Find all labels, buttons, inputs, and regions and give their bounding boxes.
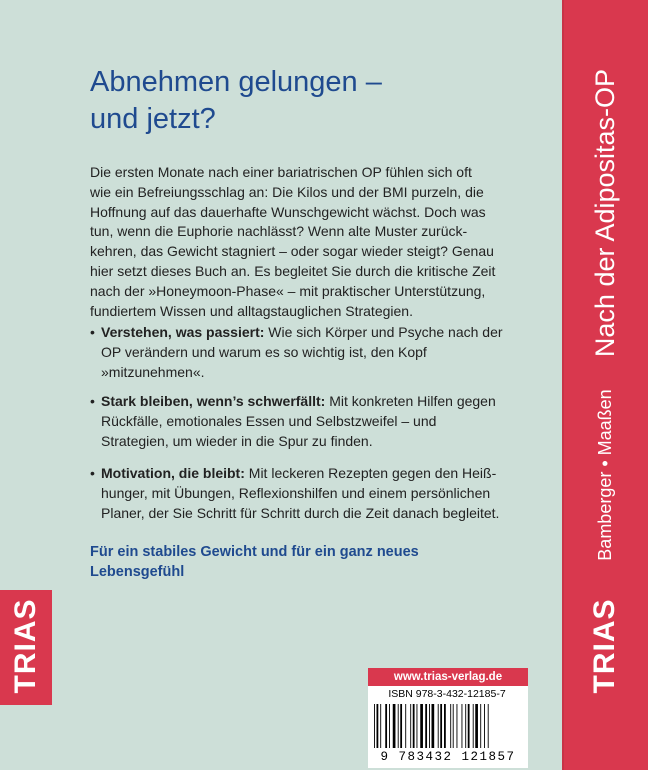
bullet-text: Mit konkreten Hilfen gegen	[325, 393, 496, 409]
isbn-label: ISBN 978-3-432-12185-7	[388, 688, 506, 700]
ean-number: 9 783432 121857	[380, 750, 516, 764]
spine-title: Nach der Adipositas-OP	[590, 68, 620, 358]
bullet-icon: •	[90, 393, 95, 409]
closing-tagline	[90, 542, 540, 582]
headline-line-2: und jetzt?	[90, 103, 216, 135]
headline-line-1: Abnehmen gelungen –	[90, 66, 382, 98]
bullet-heading: Verstehen, was passiert:	[101, 324, 265, 340]
intro-line: nach der »Honeymoon-Phase« – mit praktischer Unterstützung,	[90, 282, 486, 299]
bullet-heading: Motivation, die bleibt:	[101, 465, 245, 481]
intro-line: wie ein Befreiungsschlag an: Die Kilos und der BMI purzeln, die	[90, 183, 484, 200]
closing-line: Lebensgefühl	[90, 564, 185, 580]
bullet-text: Rückfälle, emotionales Essen und Selbstzweifel – und	[101, 412, 437, 429]
bullet-text: Mit leckeren Rezepten gegen den Heiß-	[244, 465, 497, 481]
bullet-text: »mitzunehmen«.	[101, 363, 205, 380]
intro-line: fundiertem Wissen und alltagstauglichen Strategien.	[90, 302, 413, 319]
headline	[90, 64, 530, 138]
bullet-icon: •	[90, 324, 95, 340]
intro-line: tun, wenn die Euphorie nachlässt? Wenn alte Muster zurück-	[90, 223, 468, 240]
spine-authors: Bamberger • Maaßen	[595, 389, 615, 561]
intro-paragraph	[90, 163, 540, 321]
intro-line: Hoffnung auf das dauerhafte Wunschgewicht wächst. Doch was	[90, 203, 486, 220]
bullet-icon: •	[90, 465, 95, 481]
bullet-item-understand	[90, 323, 540, 382]
bullet-heading: Stark bleiben, wenn’s schwerfällt:	[101, 393, 326, 409]
bullet-item-stay-strong	[90, 392, 540, 451]
barcode-icon	[372, 704, 522, 748]
publisher-logo: TRIAS	[9, 598, 42, 694]
bullet-text: Wie sich Körper und Psyche nach der	[264, 324, 503, 340]
bullet-item-motivation	[90, 464, 540, 523]
intro-line: hier setzt dieses Buch an. Es begleitet Sie durch die kritische Zeit	[90, 262, 496, 279]
publisher-url: www.trias-verlag.de	[368, 668, 528, 686]
bullet-text: hunger, mit Übungen, Reflexionshilfen und einem persönlichen	[101, 484, 491, 501]
bullet-text: Planer, der Sie Schritt für Schritt durch die Zeit danach begleitet.	[101, 504, 500, 521]
bullet-text: OP verändern und warum es so wichtig ist, den Kopf	[101, 343, 427, 360]
bullet-text: Strategien, um wieder in die Spur zu finden.	[101, 432, 373, 449]
closing-line: Für ein stabiles Gewicht und für ein ganz neues	[90, 544, 419, 560]
intro-line: kehren, das Gewicht stagniert – oder sogar wieder steigt? Genau	[90, 243, 494, 260]
spine-publisher-logo: TRIAS	[588, 598, 621, 694]
intro-line: Die ersten Monate nach einer bariatrischen OP fühlen sich oft	[90, 164, 472, 180]
